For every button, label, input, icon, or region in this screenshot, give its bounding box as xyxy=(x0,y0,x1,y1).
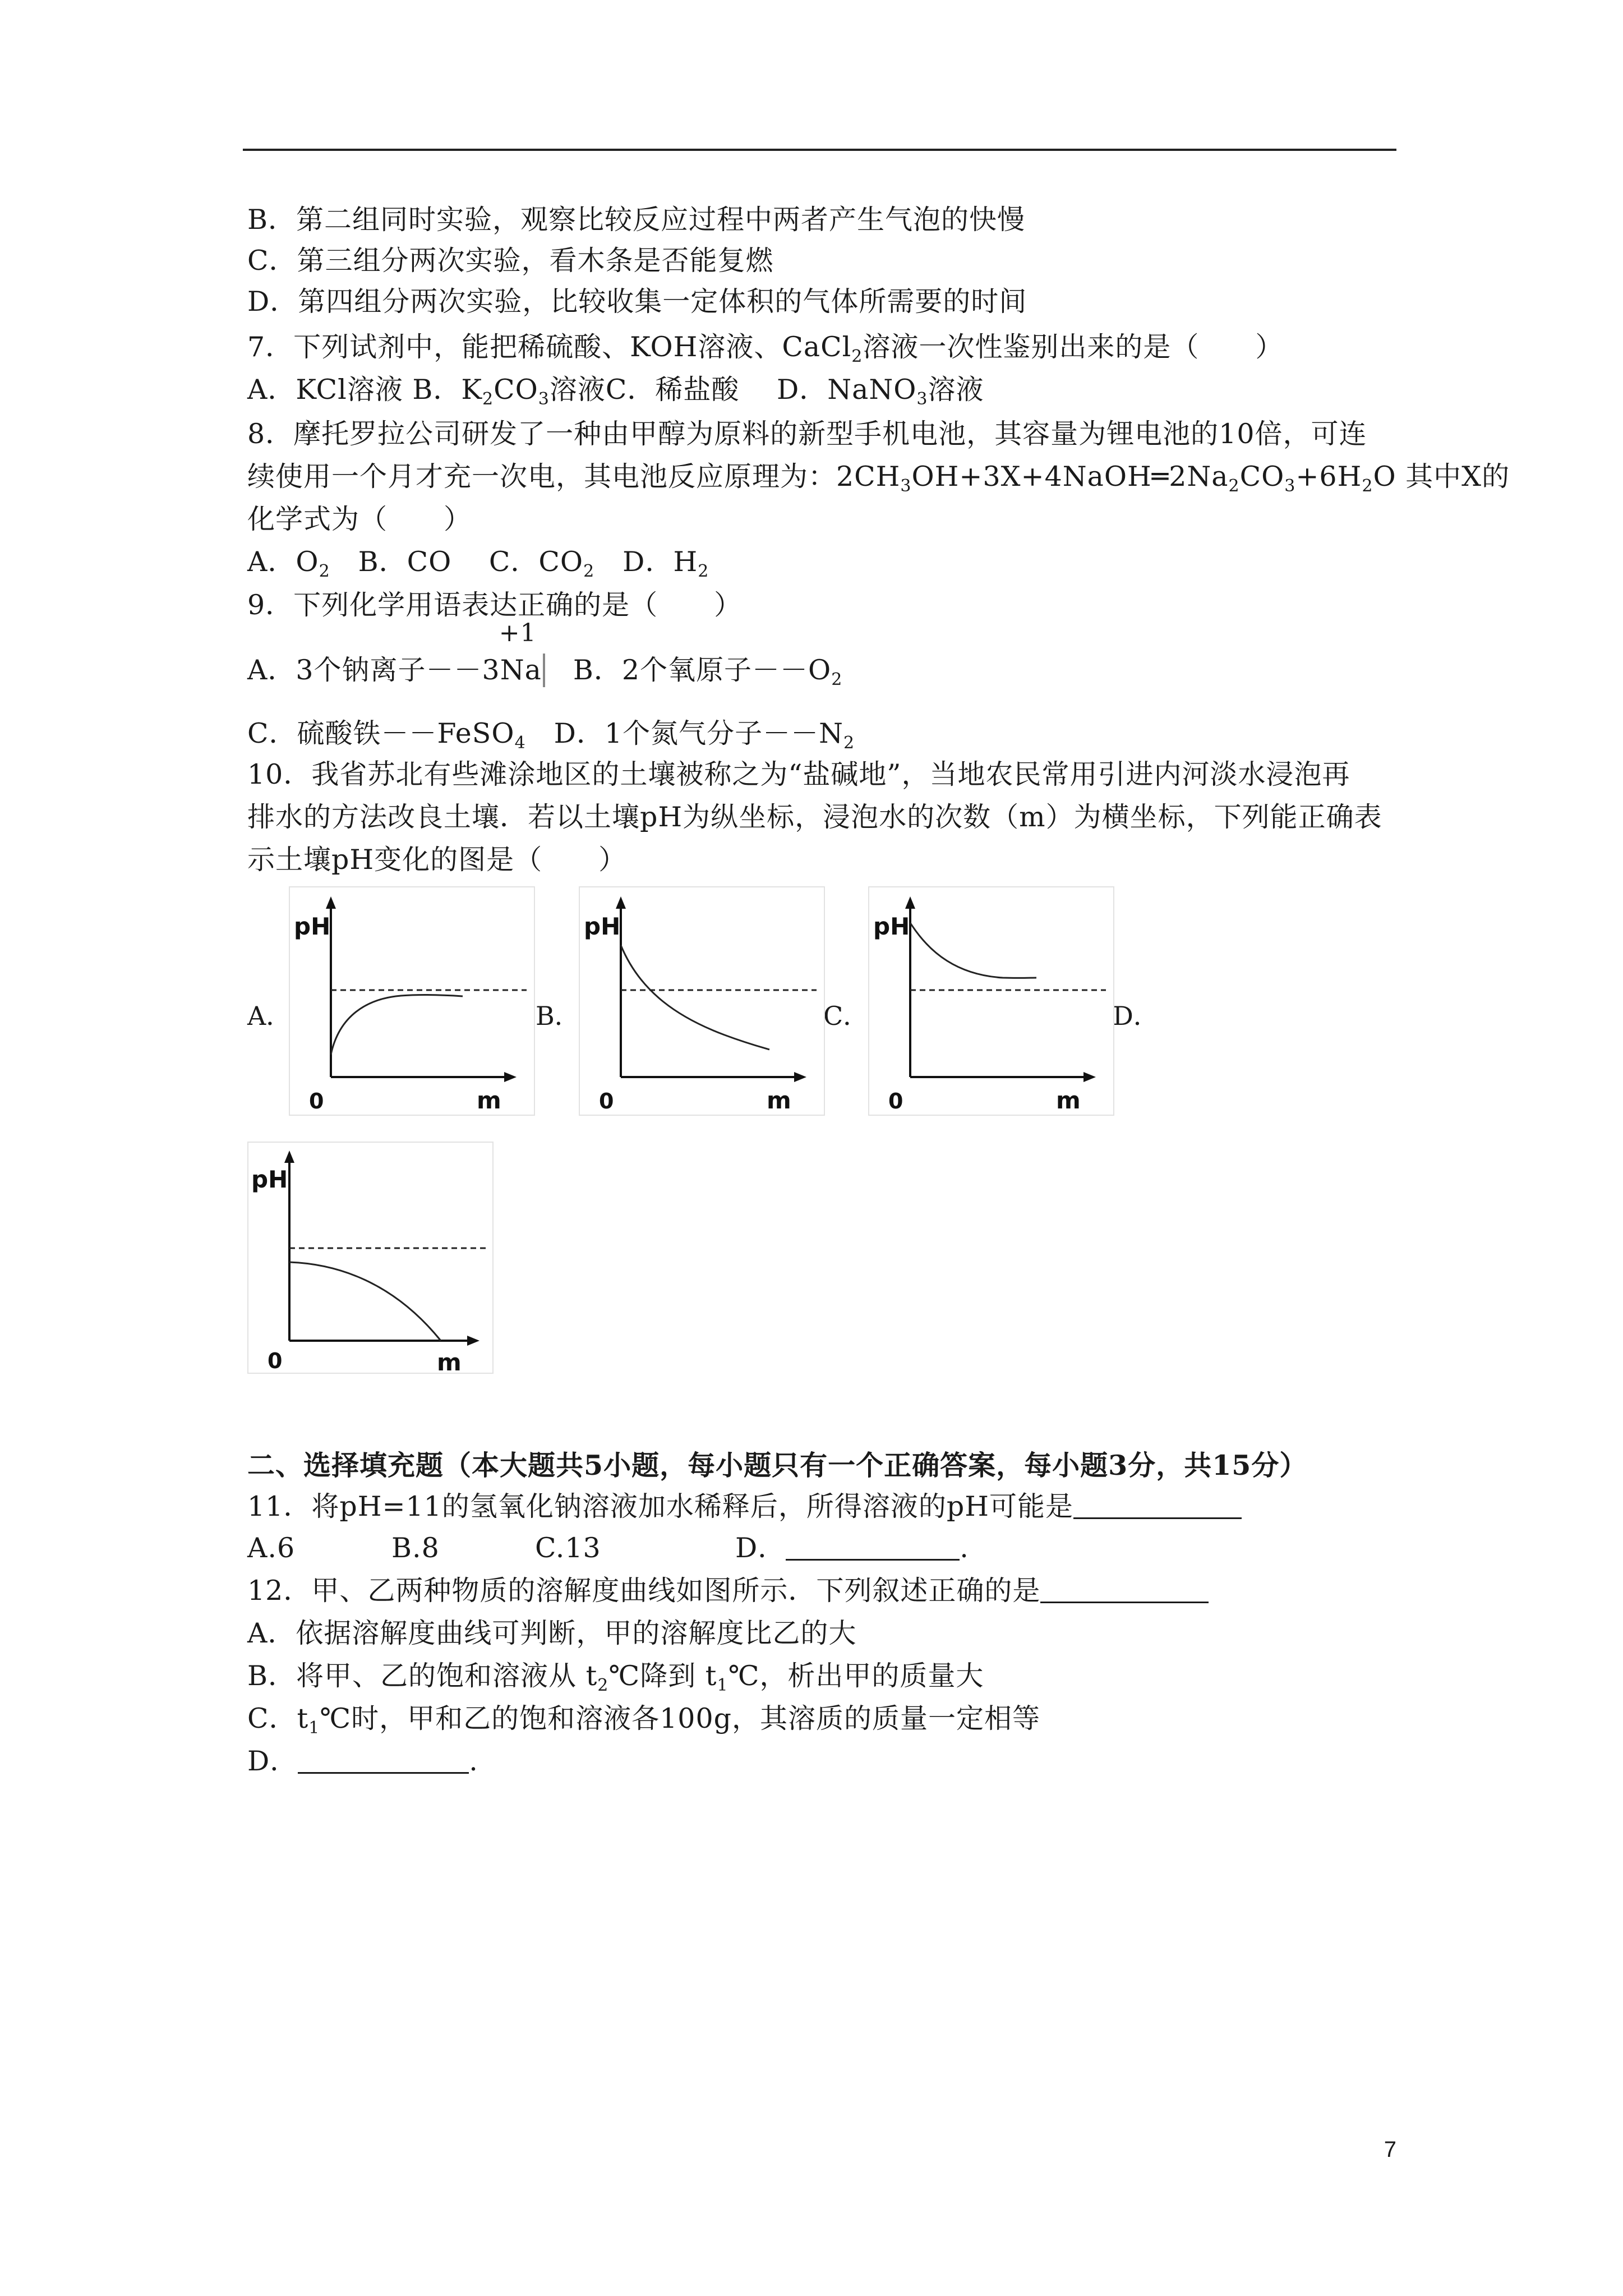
origin-label: 0 xyxy=(599,1089,614,1114)
q12-option-a: A．依据溶解度曲线可判断，甲的溶解度比乙的大 xyxy=(247,1617,857,1649)
ph-chart-c xyxy=(868,886,1115,1116)
y-axis-arrow xyxy=(905,896,915,909)
q10-label-b: B． xyxy=(536,1001,580,1031)
page-number: 7 xyxy=(1384,2137,1396,2162)
ph-chart-d xyxy=(247,1142,494,1374)
ph-chart-b xyxy=(579,886,826,1116)
q6-option-b: B．第二组同时实验，观察比较反应过程中两者产生气泡的快慢 xyxy=(247,204,1026,236)
ylabel-ph: pH xyxy=(251,1166,288,1193)
ylabel-ph: pH xyxy=(873,913,910,940)
q10-stem-line3: 示土壤pH变化的图是（ ） xyxy=(247,844,627,876)
q8-stem-line1: 8．摩托罗拉公司研发了一种由甲醇为原料的新型手机电池，其容量为锂电池的10倍，可连 xyxy=(247,418,1367,450)
y-axis-arrow xyxy=(616,896,626,909)
section2-heading: 二、选择填充题（本大题共5小题，每小题只有一个正确答案，每小题3分，共15分） xyxy=(247,1449,1308,1481)
q12-option-b: B．将甲、乙的饱和溶液从 $t_2℃$降到 $t_1℃$，析出甲的质量大 xyxy=(247,1660,984,1695)
origin-label: 0 xyxy=(888,1089,903,1114)
y-axis-arrow xyxy=(284,1151,294,1163)
ph-curve xyxy=(621,945,769,1050)
q9-stem: 9．下列化学用语表达正确的是（ ） xyxy=(247,589,743,621)
q11-stem: 11．将pH=11的氢氧化钠溶液加水稀释后，所得溶液的pH可能是 xyxy=(247,1490,1242,1524)
x-axis-arrow xyxy=(467,1336,479,1346)
ph-curve xyxy=(331,995,463,1055)
x-axis-arrow xyxy=(794,1072,806,1082)
q12-stem: 12．甲、乙两种物质的溶解度曲线如图所示．下列叙述正确的是 xyxy=(247,1574,1209,1608)
origin-label: 0 xyxy=(268,1349,283,1373)
q8-options: A．$O_2$ B．CO C．$CO_2$ D．$H_2$ xyxy=(247,546,709,581)
q10-stem-line1: 10．我省苏北有些滩涂地区的土壤被称之为“盐碱地”，当地农民常用引进内河淡水浸泡再 xyxy=(247,758,1350,790)
header-rule xyxy=(243,149,1396,151)
ylabel-ph: pH xyxy=(584,913,621,940)
ph-chart-a xyxy=(289,886,536,1116)
ph-curve xyxy=(910,923,1036,978)
ylabel-ph: pH xyxy=(294,913,331,940)
q8-stem-line3: 化学式为（ ） xyxy=(247,503,472,535)
x-axis-arrow xyxy=(504,1072,517,1082)
q9-options-cd: C．硫酸铁－－FeSO$_4$ D．1个氮气分子$--N_2$ xyxy=(247,717,855,753)
xlabel-m: m xyxy=(437,1349,462,1374)
q8-stem-line2: 续使用一个月才充一次电，其电池反应原理为：$2CH_3OH+3X+4NaOH═2Na_2CO_3+6H_2O$ 其中X的 xyxy=(247,461,1510,496)
q7-options: A．KCl溶液 B．$K_2CO_3$溶液C．稀盐酸 D．NaNO$_3$溶液 xyxy=(247,374,984,409)
q6-option-c: C．第三组分两次实验，看木条是否能复燃 xyxy=(247,245,774,277)
q12-option-d-blank[interactable] xyxy=(298,1747,469,1774)
origin-label: 0 xyxy=(309,1089,324,1114)
q6-option-d: D．第四组分两次实验，比较收集一定体积的气体所需要的时间 xyxy=(247,286,1027,318)
xlabel-m: m xyxy=(1056,1087,1081,1114)
q10-stem-line2: 排水的方法改良土壤．若以土壤pH为纵坐标，浸泡水的次数（m）为横坐标，下列能正确表 xyxy=(247,801,1382,833)
q7-stem: 7．下列试剂中，能把稀硫酸、KOH溶液、CaCl$_2$溶液一次性鉴别出来的是（ ） xyxy=(247,331,1284,366)
q11-answer-blank[interactable] xyxy=(1073,1493,1242,1519)
sodium-with-valence: +1 Na xyxy=(500,654,545,687)
q10-label-c: C． xyxy=(823,1001,869,1031)
q10-label-a: A． xyxy=(247,1001,292,1031)
xlabel-m: m xyxy=(477,1087,501,1114)
xlabel-m: m xyxy=(767,1087,791,1114)
q12-answer-blank[interactable] xyxy=(1040,1577,1209,1603)
ph-curve xyxy=(289,1262,441,1341)
y-axis-arrow xyxy=(326,896,336,909)
q10-label-d: D． xyxy=(1113,1001,1159,1031)
x-axis-arrow xyxy=(1083,1072,1096,1082)
q9-options-ab: A．3个钠离子－－3 +1 Na B．2个氧原子$--O_2$ xyxy=(247,619,843,689)
q12-option-d: D． . xyxy=(247,1745,478,1777)
q12-option-c: C．$t_1℃$时，甲和乙的饱和溶液各100g，其溶质的质量一定相等 xyxy=(247,1703,1040,1738)
q11-option-d-blank[interactable] xyxy=(786,1534,960,1561)
